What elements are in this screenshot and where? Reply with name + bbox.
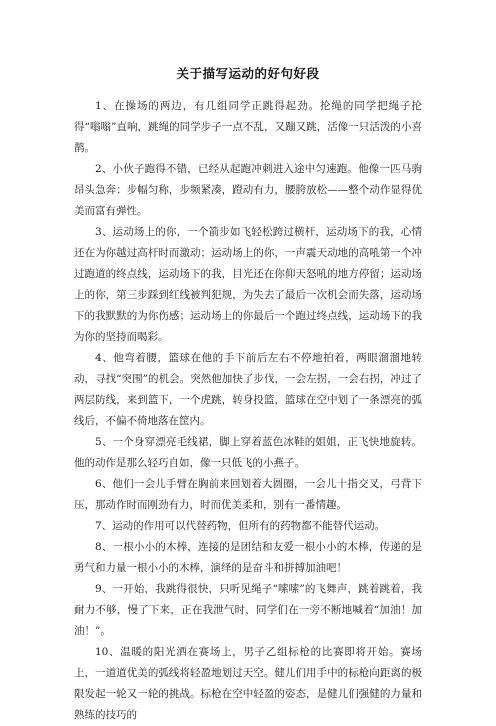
paragraph-6: 6、他们一会儿手臂在胸前来回划着大圆圈，一会儿十指交叉，弓背下压，那动作时而刚劲有力，时而优美柔和，别有一番情趣。 bbox=[74, 478, 422, 511]
paragraph-1: 1、在操场的两边，有几组同学正跳得起劲。抡绳的同学把绳子抡得“嗡嗡”直响，跳绳的同学步子一点不乱，又蹦又跳，活像一只活泼的小喜鹊。 bbox=[74, 100, 422, 154]
paragraph-9: 9、一开始，我跳得很快，只听见绳子“嗦嗦”的飞舞声，跳着跳着，我耐力不够，慢了下来，正在我泄气时，同学们在一旁不断地喊着“加油！加油！”。 bbox=[74, 583, 422, 637]
paragraph-8: 8、一根小小的木棒，连接的是团结和友爱一根小小的木棒，传递的是勇气和力量一根小小的木棒，演绎的是奋斗和拼搏加油吧！ bbox=[74, 541, 422, 574]
paragraph-3: 3、运动场上的你，一个箭步如飞轻松跨过横杆，运动场下的我，心情还在为你越过高杆时而激动；运动场上的你，一声震天动地的高吼第一个冲过跑道的终点线，运动场下的我，目光还在你仰天怒吼的地方停留；运动场上的你，第三步踩到红线被判犯规，为失去了最后一次机会而失落，运动场下的我默默的为你伤感；运动场上的你最后一个跑过终点线，运动场下的我为你的坚持而喝彩。 bbox=[74, 226, 422, 343]
paragraph-5: 5、一个身穿漂亮毛线裙，脚上穿着蓝色冰鞋的姐姐，正飞快地旋转。他的动作是那么轻巧自如，像一只低飞的小燕子。 bbox=[74, 436, 422, 469]
paragraph-7: 7、运动的作用可以代替药物，但所有的药物都不能替代运动。 bbox=[95, 520, 386, 532]
paragraph-10: 10、温暖的阳光洒在赛场上，男子乙组标枪的比赛即将开始。赛场上，一道道优美的弧线将轻盈地划过天空。健儿们用手中的标枪向距离的极限发起一轮又一轮的挑战。标枪在空中轻盈的姿态，是健儿们强健的力量和熟练的技巧的 bbox=[74, 646, 422, 721]
document-body bbox=[74, 96, 422, 726]
paragraph-2: 2、小伙子跑得不错，已经从起跑冲刺进入途中匀速跑。他像一匹马驹昂头急奔：步幅匀称，步频紧凑，蹬动有力，腰胯放松——整个动作显得优美而富有弹性。 bbox=[74, 163, 422, 217]
paragraph-4: 4、他弯着腰，篮球在他的手下前后左右不停地拍着，两眼溜溜地转动，寻找“突围”的机会。突然他加快了步伐，一会左拐，一会右拐，冲过了两层防线，来到篮下，一个虎跳，转身投篮，篮球在空中划了一条漂亮的弧线后，不偏不倚地落在筐内。 bbox=[74, 352, 422, 427]
document-title: 关于描写运动的好句好段 bbox=[176, 66, 320, 81]
